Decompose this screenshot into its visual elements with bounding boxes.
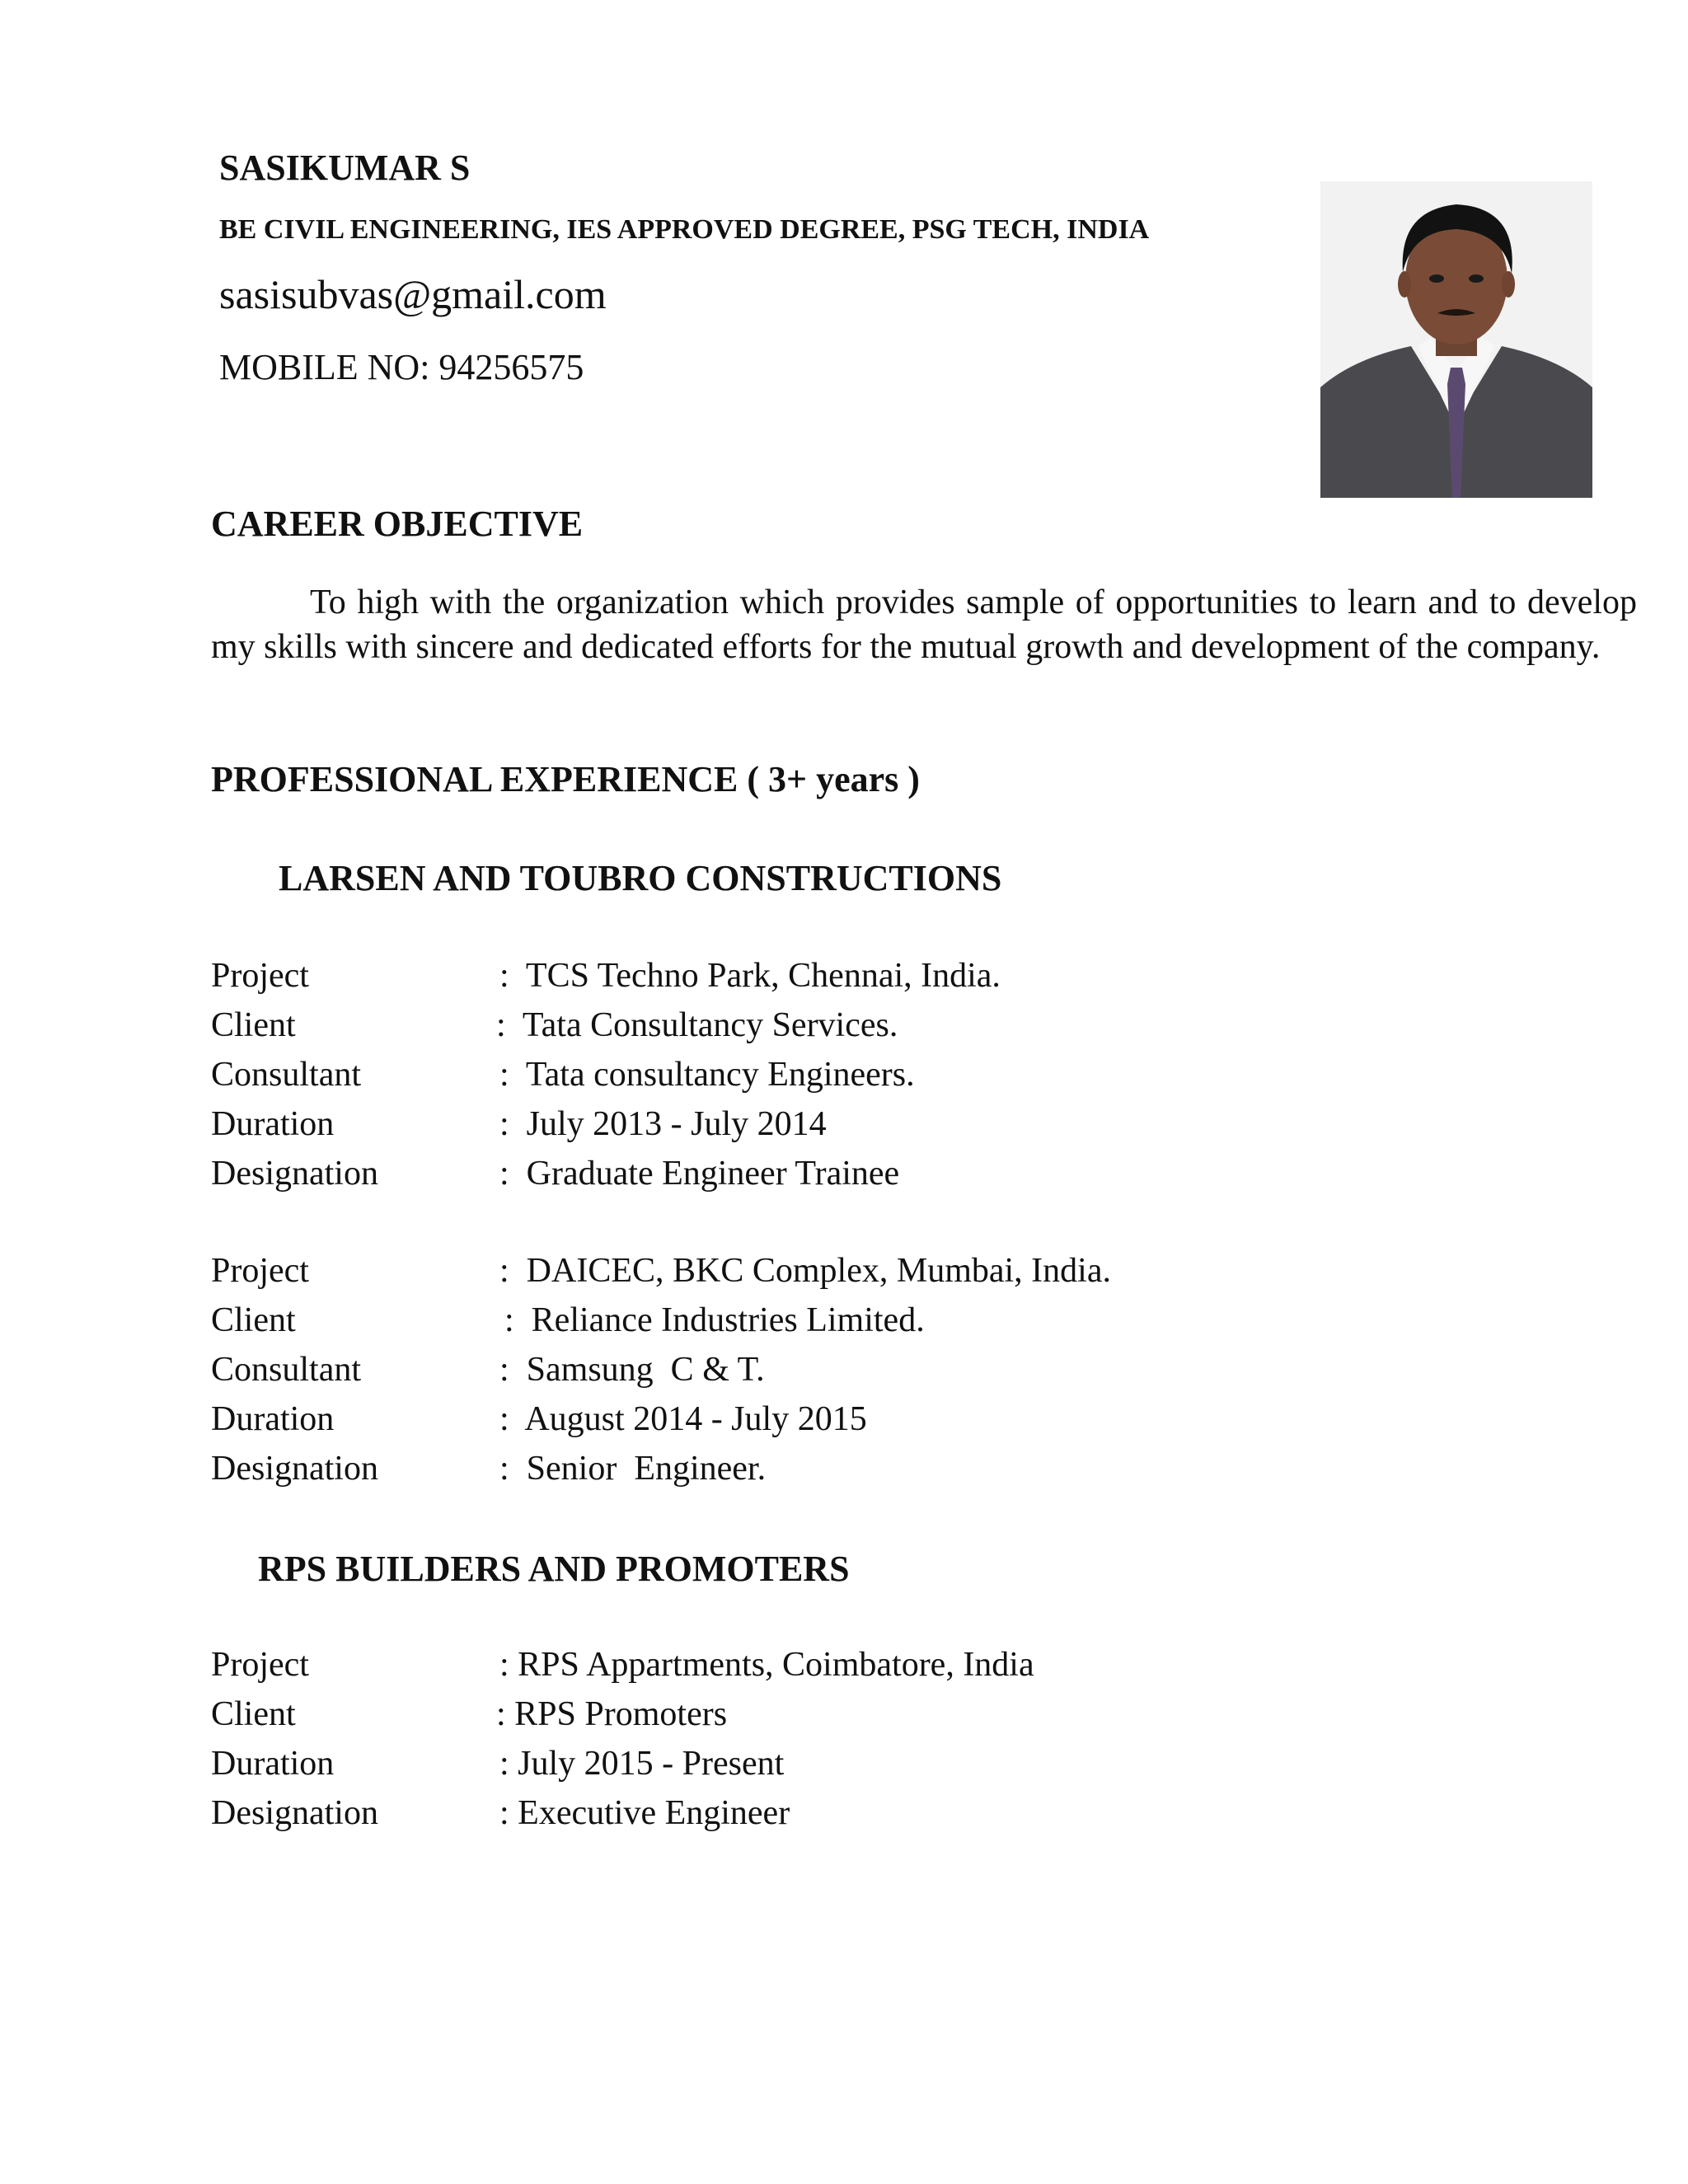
detail-label: Project xyxy=(211,957,309,995)
detail-label: Client xyxy=(211,1695,296,1733)
detail-value: : Tata consultancy Engineers. xyxy=(499,1056,915,1094)
career-objective-heading: CAREER OBJECTIVE xyxy=(211,504,584,544)
detail-value: : Samsung C & T. xyxy=(499,1351,765,1389)
detail-label: Duration xyxy=(211,1105,335,1143)
person-portrait-icon xyxy=(1320,181,1592,498)
detail-value: : Reliance Industries Limited. xyxy=(504,1301,925,1339)
detail-value: : DAICEC, BKC Complex, Mumbai, India. xyxy=(499,1252,1111,1290)
detail-label: Client xyxy=(211,1301,296,1339)
detail-label: Designation xyxy=(211,1794,378,1832)
company-name: RPS BUILDERS AND PROMOTERS xyxy=(258,1549,850,1589)
professional-experience-heading: PROFESSIONAL EXPERIENCE ( 3+ years ) xyxy=(211,759,920,799)
detail-label: Designation xyxy=(211,1450,378,1488)
detail-label: Client xyxy=(211,1006,296,1044)
detail-value: : August 2014 - July 2015 xyxy=(499,1400,867,1438)
detail-value: : July 2015 - Present xyxy=(499,1745,785,1783)
company-name: LARSEN AND TOUBRO CONSTRUCTIONS xyxy=(279,858,1002,898)
detail-value: : RPS Promoters xyxy=(496,1695,728,1733)
detail-label: Duration xyxy=(211,1745,335,1783)
detail-label: Duration xyxy=(211,1400,335,1438)
detail-value: : Graduate Engineer Trainee xyxy=(499,1155,900,1193)
detail-value: : RPS Appartments, Coimbatore, India xyxy=(499,1646,1034,1684)
candidate-degree: BE CIVIL ENGINEERING, IES APPROVED DEGREE, PSG TECH, INDIA xyxy=(219,214,1150,245)
detail-value: : TCS Techno Park, Chennai, India. xyxy=(499,957,1001,995)
detail-label: Designation xyxy=(211,1155,378,1193)
candidate-mobile: MOBILE NO: 94256575 xyxy=(219,347,584,387)
candidate-name: SASIKUMAR S xyxy=(219,148,471,188)
career-objective-text: To high with the organization which provides sample of opportunities to learn and to develop my skills with sincere and dedicated efforts for the mutual growth and development of the company. xyxy=(211,583,1637,666)
detail-label: Consultant xyxy=(211,1351,362,1389)
detail-label: Consultant xyxy=(211,1056,362,1094)
candidate-email: sasisubvas@gmail.com xyxy=(219,271,607,317)
detail-label: Project xyxy=(211,1252,309,1290)
detail-value: : Tata Consultancy Services. xyxy=(496,1006,898,1044)
detail-value: : Senior Engineer. xyxy=(499,1450,767,1488)
detail-value: : July 2013 - July 2014 xyxy=(499,1105,827,1143)
detail-label: Project xyxy=(211,1646,309,1684)
profile-photo xyxy=(1320,181,1592,498)
detail-value: : Executive Engineer xyxy=(499,1794,790,1832)
